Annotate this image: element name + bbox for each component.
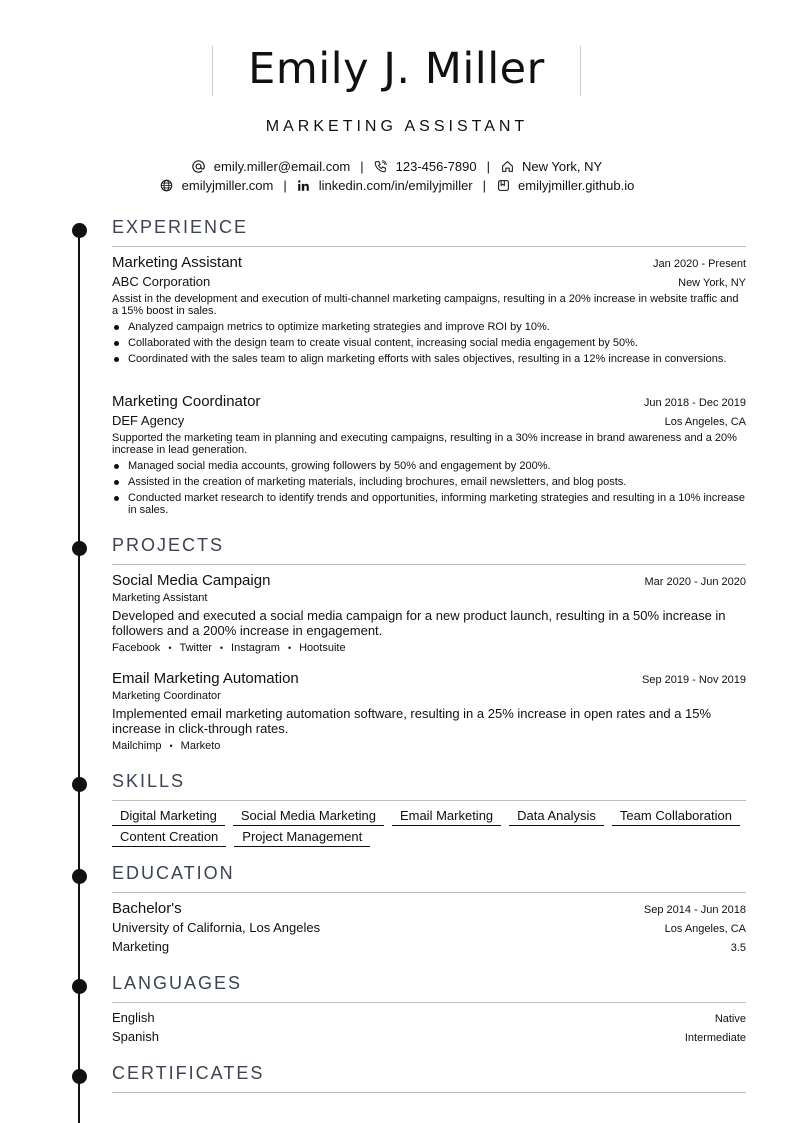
tool-tag: Facebook	[112, 642, 161, 654]
list-item: Managed social media accounts, growing followers by 50% and engagement by 200%.	[112, 460, 746, 472]
education-degree: Bachelor's	[112, 900, 182, 917]
list-item: Collaborated with the design team to create visual content, increasing social media engagement by 50%.	[112, 337, 746, 349]
skill-tag: Team Collaboration	[612, 808, 740, 826]
skill-tag: Email Marketing	[392, 808, 501, 826]
education-gpa: 3.5	[730, 942, 746, 954]
list-item: Analyzed campaign metrics to optimize marketing strategies and improve ROI by 10%.	[112, 321, 746, 333]
tool-tag: Hootsuite	[299, 642, 346, 654]
experience-position: Marketing Coordinator	[112, 393, 261, 410]
globe-icon	[160, 179, 174, 193]
job-title: MARKETING ASSISTANT	[265, 118, 529, 135]
experience-location: New York, NY	[678, 277, 746, 289]
timeline-dot	[72, 223, 87, 238]
education-school: University of California, Los Angeles	[112, 920, 321, 935]
education-school-row	[112, 920, 746, 935]
experience-dates: Jan 2020 - Present	[653, 258, 746, 270]
experience-header	[112, 254, 746, 271]
phone-text: 123-456-7890	[395, 159, 477, 174]
list-item: Assisted in the creation of marketing materials, including brochures, email newsletters, and blog posts.	[112, 476, 746, 488]
skill-tag: Data Analysis	[509, 808, 604, 826]
website-text: emilyjmiller.com	[181, 178, 274, 193]
education-header	[112, 900, 746, 917]
tool-separator: •	[169, 741, 173, 751]
linkedin-text: linkedin.com/in/emilyjmiller	[318, 178, 473, 193]
experience-bullets	[112, 321, 746, 369]
skill-tag: Digital Marketing	[112, 808, 225, 826]
language-row	[112, 1010, 746, 1025]
separator: |	[360, 159, 364, 174]
section-title-education: EDUCATION	[112, 863, 235, 883]
contact-email[interactable]	[192, 159, 350, 174]
section-divider	[112, 246, 746, 247]
at-icon	[192, 160, 206, 174]
section-title-certificates: CERTIFICATES	[112, 1063, 265, 1083]
skill-tag: Content Creation	[112, 829, 226, 847]
project-role: Marketing Coordinator	[112, 690, 221, 702]
section-title-projects: PROJECTS	[112, 535, 225, 555]
experience-header	[112, 393, 746, 410]
section-divider	[112, 1092, 746, 1093]
experience-company: ABC Corporation	[112, 274, 211, 289]
tool-tag: Instagram	[231, 642, 280, 654]
tool-tag: Twitter	[179, 642, 212, 654]
experience-company-row	[112, 274, 746, 289]
experience-bullets	[112, 460, 746, 520]
separator: |	[486, 159, 490, 174]
github-icon	[496, 179, 510, 193]
candidate-name: Emily J. Miller	[248, 44, 545, 94]
language-name: English	[112, 1010, 155, 1025]
project-dates: Mar 2020 - Jun 2020	[644, 576, 746, 588]
project-tools	[112, 740, 220, 752]
section-title-languages: LANGUAGES	[112, 973, 243, 993]
tool-separator: •	[219, 643, 224, 653]
project-role: Marketing Assistant	[112, 592, 208, 604]
education-dates: Sep 2014 - Jun 2018	[643, 904, 746, 916]
section-title-experience: EXPERIENCE	[112, 217, 249, 237]
language-row	[112, 1029, 746, 1044]
language-name: Spanish	[112, 1029, 159, 1044]
skills-list	[112, 808, 746, 847]
separator: |	[283, 178, 287, 193]
skill-tag: Project Management	[234, 829, 370, 847]
experience-position: Marketing Assistant	[112, 254, 243, 271]
experience-company: DEF Agency	[112, 413, 185, 428]
education-field: Marketing	[112, 939, 170, 954]
contact-row-1	[0, 159, 794, 174]
timeline-dot	[72, 979, 87, 994]
location-text: New York, NY	[522, 159, 603, 174]
project-name: Email Marketing Automation	[112, 670, 299, 687]
section-divider	[112, 892, 746, 893]
experience-summary: Assist in the development and execution of multi-channel marketing campaigns, resulting in a 20% increase in website traffic and a 15% boost in sales.	[112, 293, 739, 317]
experience-summary: Supported the marketing team in planning and executing campaigns, resulting in a 30% increase in brand awareness and a 20% increase in lead generation.	[112, 432, 737, 456]
timeline-dot	[72, 1069, 87, 1084]
list-item: Coordinated with the sales team to align marketing efforts with sales objectives, resulting in a 12% increase in conversions.	[112, 353, 746, 365]
tool-tag: Marketo	[180, 740, 221, 752]
contact-github[interactable]	[496, 178, 634, 193]
project-description: Implemented email marketing automation software, resulting in a 25% increase in open rates and a 15% increase in click-through rates.	[112, 706, 712, 736]
github-text: emilyjmiller.github.io	[518, 178, 635, 193]
project-dates: Sep 2019 - Nov 2019	[642, 674, 746, 686]
tool-separator: •	[168, 643, 172, 653]
separator: |	[482, 178, 487, 193]
timeline-dot	[72, 869, 87, 884]
email-text: emily.miller@email.com	[213, 159, 351, 174]
project-description: Developed and executed a social media campaign for a new product launch, resulting in a 50% increase in followers and a 200% increase in engagement.	[112, 608, 726, 638]
project-tools	[112, 642, 346, 654]
education-field-row	[112, 939, 746, 954]
language-level: Native	[714, 1013, 746, 1025]
name-frame	[212, 46, 581, 96]
contact-row-2	[0, 178, 794, 193]
linkedin-icon	[297, 179, 311, 193]
section-divider	[112, 564, 746, 565]
timeline-dot	[72, 541, 87, 556]
contact-phone[interactable]	[374, 159, 477, 174]
home-icon	[500, 160, 514, 174]
project-header	[112, 572, 746, 589]
section-title-skills: SKILLS	[112, 771, 186, 791]
tool-separator: •	[287, 643, 292, 653]
experience-location: Los Angeles, CA	[664, 416, 746, 428]
section-divider	[112, 800, 746, 801]
experience-company-row	[112, 413, 746, 428]
project-name: Social Media Campaign	[112, 572, 271, 589]
tool-tag: Mailchimp	[112, 740, 162, 752]
language-level: Intermediate	[684, 1032, 746, 1044]
contact-location	[500, 159, 602, 174]
section-divider	[112, 1002, 746, 1003]
project-header	[112, 670, 746, 687]
contact-website[interactable]	[160, 178, 274, 193]
experience-dates: Jun 2018 - Dec 2019	[643, 397, 746, 409]
contact-linkedin[interactable]	[297, 178, 473, 193]
timeline-dot	[72, 777, 87, 792]
phone-icon	[374, 160, 388, 174]
list-item: Conducted market research to identify trends and opportunities, informing marketing strategies and resulting in a 10% increase in sales.	[112, 492, 746, 516]
education-location: Los Angeles, CA	[664, 923, 746, 935]
skill-tag: Social Media Marketing	[233, 808, 384, 826]
